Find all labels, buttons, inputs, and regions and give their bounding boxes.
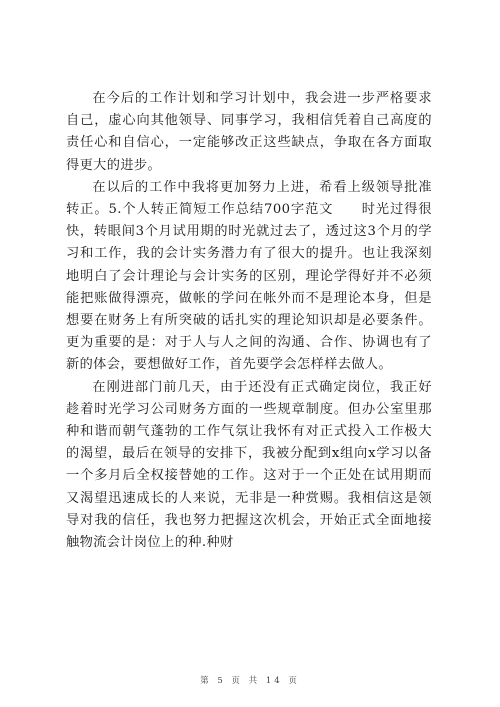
paragraph-2: 在以后的工作中我将更加努力上进，希看上级领导批准转正。5.个人转正简短工作总结700字范文 时光过得很快，转眼间3个月试用期的时光就过去了，透过这3个月的学习和工作，我的会计实务潜力有了很大的提升。也让我深刻地明白了会计理论与会计实务的区别，理论学得好并不必须能把账做得漂亮，做帐的学问在帐外而不是理论本身，但是想要在财务上有所突破的话扎实的理论知识却是必要条件。更为重要的是：对于人与人之间的沟通、合作、协调也有了新的体会，要想做好工作，首先要学会怎样样去做人。 <box>66 179 432 373</box>
document-body <box>66 88 432 554</box>
paragraph-1: 在今后的工作计划和学习计划中，我会进一步严格要求自己，虚心向其他领导、同事学习，我相信凭着自己高度的责任心和自信心，一定能够改正这些缺点，争取在各方面取得更大的进步。 <box>66 91 432 173</box>
paragraph-3: 在刚进部门前几天，由于还没有正式确定岗位，我正好趁着时光学习公司财务方面的一些规章制度。但办公室里那种和谐而朝气蓬勃的工作气氛让我怀有对正式投入工作极大的渴望，最后在领导的安排下，我被分配到x组向x学习以备一个多月后全权接替她的工作。这对于一个正处在试用期而又渴望迅速成长的人来说，无非是一种赏赐。我相信这是领导对我的信任，我也努力把握这次机会，开始正式全面地接触物流会计岗位上的种.种财 <box>66 379 432 551</box>
page-number-footer: 第 5 页 共 14 页 <box>200 676 300 686</box>
